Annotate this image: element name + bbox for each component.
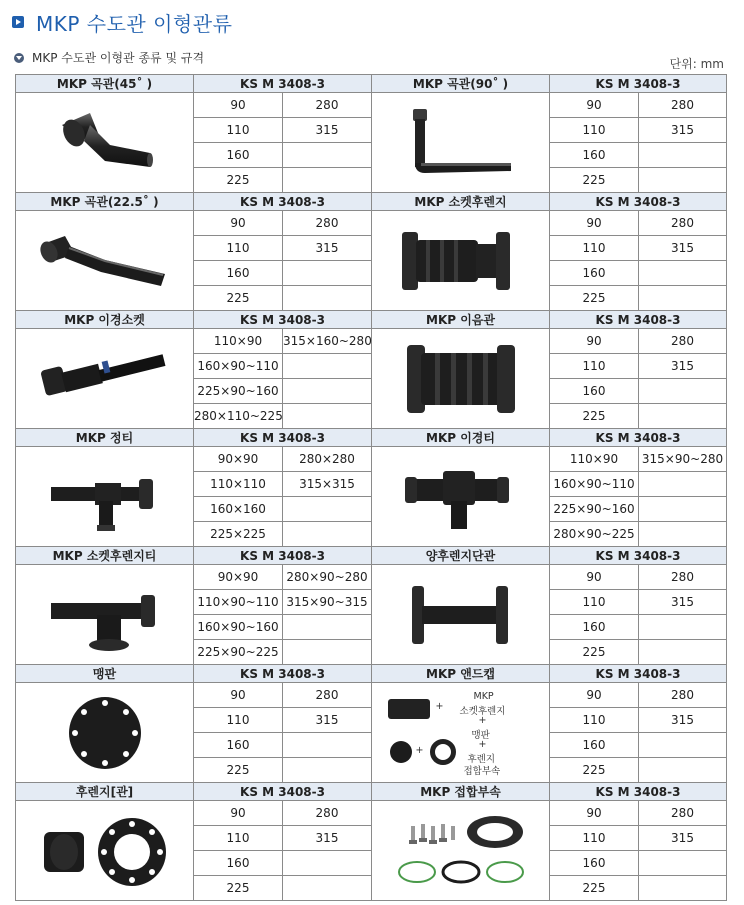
reducer-socket-icon bbox=[35, 344, 175, 414]
product-image-cell bbox=[16, 683, 194, 783]
size-value: 225 bbox=[194, 286, 283, 311]
table-row bbox=[16, 329, 727, 354]
size-value: 160 bbox=[194, 261, 283, 286]
product-image-cell bbox=[372, 211, 550, 311]
end-cap-part-3: 맹판 bbox=[471, 729, 490, 741]
size-value: 225×225 bbox=[194, 522, 283, 547]
size-value bbox=[639, 758, 727, 783]
size-value: 315 bbox=[639, 590, 727, 615]
blind-plate-icon bbox=[60, 688, 150, 778]
product-image-cell bbox=[16, 93, 194, 193]
end-cap-part-4: 후렌지 bbox=[467, 753, 496, 765]
size-value: 160 bbox=[194, 733, 283, 758]
size-value: 225 bbox=[550, 758, 639, 783]
size-value: 280 bbox=[283, 683, 372, 708]
size-value bbox=[283, 640, 372, 665]
size-value: 280 bbox=[639, 683, 727, 708]
size-value: 315 bbox=[639, 826, 727, 851]
standard-label: KS M 3408-3 bbox=[194, 75, 372, 93]
equal-tee-icon bbox=[45, 457, 165, 537]
plus-sign: + bbox=[478, 738, 487, 750]
size-value: 110×110 bbox=[194, 472, 283, 497]
product-name: MKP 이경소켓 bbox=[16, 311, 194, 329]
gasket-mini-icon bbox=[430, 739, 456, 765]
product-header-row bbox=[16, 193, 727, 211]
size-value: 160 bbox=[550, 851, 639, 876]
size-value: 315×90~315 bbox=[283, 590, 372, 615]
size-value: 280 bbox=[639, 801, 727, 826]
plus-sign: + bbox=[478, 714, 487, 726]
product-header-row bbox=[16, 783, 727, 801]
end-cap-part-1: MKP bbox=[473, 690, 494, 702]
elbow-22-pipe-icon bbox=[35, 226, 175, 296]
socket-flange-mini-icon bbox=[388, 699, 430, 719]
size-value: 225×90~160 bbox=[550, 497, 639, 522]
size-value: 160 bbox=[550, 261, 639, 286]
size-value bbox=[639, 404, 727, 429]
standard-label: KS M 3408-3 bbox=[194, 665, 372, 683]
product-name: 맹판 bbox=[16, 665, 194, 683]
product-header-row bbox=[16, 75, 727, 93]
size-value: 160 bbox=[550, 733, 639, 758]
page-title: MKP 수도관 이형관류 bbox=[36, 11, 233, 36]
size-value: 225 bbox=[550, 640, 639, 665]
size-value: 315 bbox=[639, 236, 727, 261]
size-value bbox=[639, 379, 727, 404]
size-value: 315 bbox=[283, 236, 372, 261]
size-value: 315×160~280 bbox=[283, 329, 372, 354]
size-value: 110 bbox=[194, 118, 283, 143]
size-value: 90 bbox=[194, 211, 283, 236]
standard-label: KS M 3408-3 bbox=[194, 547, 372, 565]
size-value bbox=[283, 758, 372, 783]
standard-label: KS M 3408-3 bbox=[194, 429, 372, 447]
socket-flange-tee-icon bbox=[45, 575, 165, 655]
size-value bbox=[639, 497, 727, 522]
size-value bbox=[639, 876, 727, 901]
table-row bbox=[16, 93, 727, 118]
size-value: 160 bbox=[194, 851, 283, 876]
size-value: 225 bbox=[194, 758, 283, 783]
size-value: 225 bbox=[550, 404, 639, 429]
joint-fittings-icon bbox=[391, 806, 531, 896]
flange-pipe-icon bbox=[40, 806, 170, 896]
size-value: 280 bbox=[639, 329, 727, 354]
size-value: 90×90 bbox=[194, 447, 283, 472]
size-value: 280×90~225 bbox=[550, 522, 639, 547]
size-value: 90 bbox=[550, 565, 639, 590]
size-value: 110×90 bbox=[194, 329, 283, 354]
size-value: 90 bbox=[550, 683, 639, 708]
product-name: MKP 곡관(90˚ ) bbox=[372, 75, 550, 93]
chevron-down-circle-icon bbox=[14, 53, 24, 63]
product-name: MKP 이경티 bbox=[372, 429, 550, 447]
standard-label: KS M 3408-3 bbox=[550, 429, 727, 447]
standard-label: KS M 3408-3 bbox=[194, 193, 372, 211]
elbow-90-pipe-icon bbox=[401, 103, 521, 183]
size-value: 90 bbox=[550, 329, 639, 354]
product-name: MKP 이음관 bbox=[372, 311, 550, 329]
size-value: 160×90~160 bbox=[194, 615, 283, 640]
size-value: 110 bbox=[550, 590, 639, 615]
product-header-row bbox=[16, 429, 727, 447]
size-value bbox=[283, 522, 372, 547]
size-value: 90 bbox=[194, 683, 283, 708]
size-value: 280×280 bbox=[283, 447, 372, 472]
product-header-row bbox=[16, 311, 727, 329]
size-value bbox=[639, 143, 727, 168]
size-value bbox=[283, 497, 372, 522]
standard-label: KS M 3408-3 bbox=[194, 783, 372, 801]
size-value: 160 bbox=[550, 615, 639, 640]
size-value bbox=[283, 733, 372, 758]
size-value bbox=[639, 522, 727, 547]
table-row bbox=[16, 447, 727, 472]
size-value: 110 bbox=[550, 236, 639, 261]
product-image-cell bbox=[372, 447, 550, 547]
product-name: MKP 소켓후렌지티 bbox=[16, 547, 194, 565]
size-value bbox=[283, 615, 372, 640]
product-image-cell bbox=[372, 93, 550, 193]
size-value bbox=[639, 640, 727, 665]
blind-plate-mini-icon bbox=[390, 741, 412, 763]
end-cap-part-2: 소켓후렌지 bbox=[459, 705, 506, 717]
size-value: 90×90 bbox=[194, 565, 283, 590]
product-header-row bbox=[16, 665, 727, 683]
table-row bbox=[16, 211, 727, 236]
reducing-tee-icon bbox=[401, 457, 521, 537]
size-value: 110 bbox=[550, 118, 639, 143]
size-value: 315 bbox=[283, 118, 372, 143]
size-value: 160×160 bbox=[194, 497, 283, 522]
size-value: 90 bbox=[550, 211, 639, 236]
size-value bbox=[639, 261, 727, 286]
size-value: 225 bbox=[194, 168, 283, 193]
size-value: 90 bbox=[550, 93, 639, 118]
standard-label: KS M 3408-3 bbox=[550, 75, 727, 93]
size-value bbox=[639, 472, 727, 497]
product-name: 양후렌지단관 bbox=[372, 547, 550, 565]
size-value: 160×90~110 bbox=[194, 354, 283, 379]
size-value: 160 bbox=[550, 143, 639, 168]
section-header bbox=[14, 49, 204, 66]
size-value bbox=[283, 851, 372, 876]
standard-label: KS M 3408-3 bbox=[550, 311, 727, 329]
end-cap-part-5: 접합부속 bbox=[463, 765, 501, 777]
size-value: 315 bbox=[639, 118, 727, 143]
product-image-cell bbox=[16, 801, 194, 901]
size-value: 110 bbox=[550, 826, 639, 851]
size-value: 315×90~280 bbox=[639, 447, 727, 472]
product-name: MKP 접합부속 bbox=[372, 783, 550, 801]
size-value: 280 bbox=[639, 93, 727, 118]
size-value bbox=[283, 261, 372, 286]
plus-sign: + bbox=[415, 744, 424, 756]
unit-label: 단위: mm bbox=[669, 57, 724, 71]
title-bullet-icon bbox=[12, 16, 24, 28]
size-value: 315 bbox=[283, 708, 372, 733]
product-name: MKP 곡관(22.5˚ ) bbox=[16, 193, 194, 211]
size-value: 225×90~160 bbox=[194, 379, 283, 404]
size-value: 90 bbox=[194, 801, 283, 826]
size-value: 110 bbox=[194, 236, 283, 261]
socket-flange-icon bbox=[396, 226, 526, 296]
size-value: 90 bbox=[550, 801, 639, 826]
page-header bbox=[12, 8, 232, 36]
size-value bbox=[639, 168, 727, 193]
coupling-pipe-icon bbox=[401, 339, 521, 419]
elbow-45-pipe-icon bbox=[50, 103, 160, 183]
size-value: 110×90~110 bbox=[194, 590, 283, 615]
product-image-cell bbox=[16, 329, 194, 429]
size-value: 160×90~110 bbox=[550, 472, 639, 497]
standard-label: KS M 3408-3 bbox=[550, 547, 727, 565]
product-image-cell bbox=[16, 565, 194, 665]
size-value: 225 bbox=[550, 286, 639, 311]
product-image-cell bbox=[16, 211, 194, 311]
size-value bbox=[283, 168, 372, 193]
size-value: 225×90~225 bbox=[194, 640, 283, 665]
double-flange-pipe-icon bbox=[406, 580, 516, 650]
plus-sign: + bbox=[435, 700, 444, 712]
standard-label: KS M 3408-3 bbox=[194, 311, 372, 329]
product-image-cell bbox=[372, 683, 550, 783]
size-value bbox=[639, 851, 727, 876]
size-value bbox=[283, 379, 372, 404]
spec-table bbox=[15, 74, 727, 901]
standard-label: KS M 3408-3 bbox=[550, 193, 727, 211]
size-value: 160 bbox=[194, 143, 283, 168]
product-name: MKP 앤드캡 bbox=[372, 665, 550, 683]
section-title: MKP 수도관 이형관 종류 및 규격 bbox=[32, 51, 205, 65]
size-value bbox=[639, 615, 727, 640]
size-value bbox=[639, 286, 727, 311]
product-name: MKP 정티 bbox=[16, 429, 194, 447]
size-value: 280 bbox=[639, 211, 727, 236]
size-value bbox=[283, 354, 372, 379]
product-image-cell bbox=[372, 565, 550, 665]
product-image-cell bbox=[372, 329, 550, 429]
size-value: 315 bbox=[639, 708, 727, 733]
size-value bbox=[283, 404, 372, 429]
size-value: 280 bbox=[639, 565, 727, 590]
size-value: 280 bbox=[283, 93, 372, 118]
table-row bbox=[16, 683, 727, 708]
size-value: 110 bbox=[194, 826, 283, 851]
size-value: 280 bbox=[283, 801, 372, 826]
product-image-cell bbox=[372, 801, 550, 901]
size-value: 280 bbox=[283, 211, 372, 236]
size-value: 160 bbox=[550, 379, 639, 404]
size-value: 90 bbox=[194, 93, 283, 118]
size-value: 225 bbox=[550, 876, 639, 901]
product-name: 후렌지[관] bbox=[16, 783, 194, 801]
size-value: 110 bbox=[550, 354, 639, 379]
size-value: 280×110~225 bbox=[194, 404, 283, 429]
table-row bbox=[16, 565, 727, 590]
standard-label: KS M 3408-3 bbox=[550, 783, 727, 801]
size-value: 225 bbox=[550, 168, 639, 193]
size-value: 110 bbox=[194, 708, 283, 733]
size-value: 315×315 bbox=[283, 472, 372, 497]
size-value: 315 bbox=[639, 354, 727, 379]
product-name: MKP 곡관(45˚ ) bbox=[16, 75, 194, 93]
size-value: 110 bbox=[550, 708, 639, 733]
size-value: 225 bbox=[194, 876, 283, 901]
table-row bbox=[16, 801, 727, 826]
size-value: 280×90~280 bbox=[283, 565, 372, 590]
standard-label: KS M 3408-3 bbox=[550, 665, 727, 683]
end-cap-diagram bbox=[386, 689, 536, 777]
size-value bbox=[283, 143, 372, 168]
size-value: 315 bbox=[283, 826, 372, 851]
size-value bbox=[283, 876, 372, 901]
size-value bbox=[639, 733, 727, 758]
product-header-row bbox=[16, 547, 727, 565]
size-value bbox=[283, 286, 372, 311]
size-value: 110×90 bbox=[550, 447, 639, 472]
product-image-cell bbox=[16, 447, 194, 547]
product-name: MKP 소켓후렌지 bbox=[372, 193, 550, 211]
